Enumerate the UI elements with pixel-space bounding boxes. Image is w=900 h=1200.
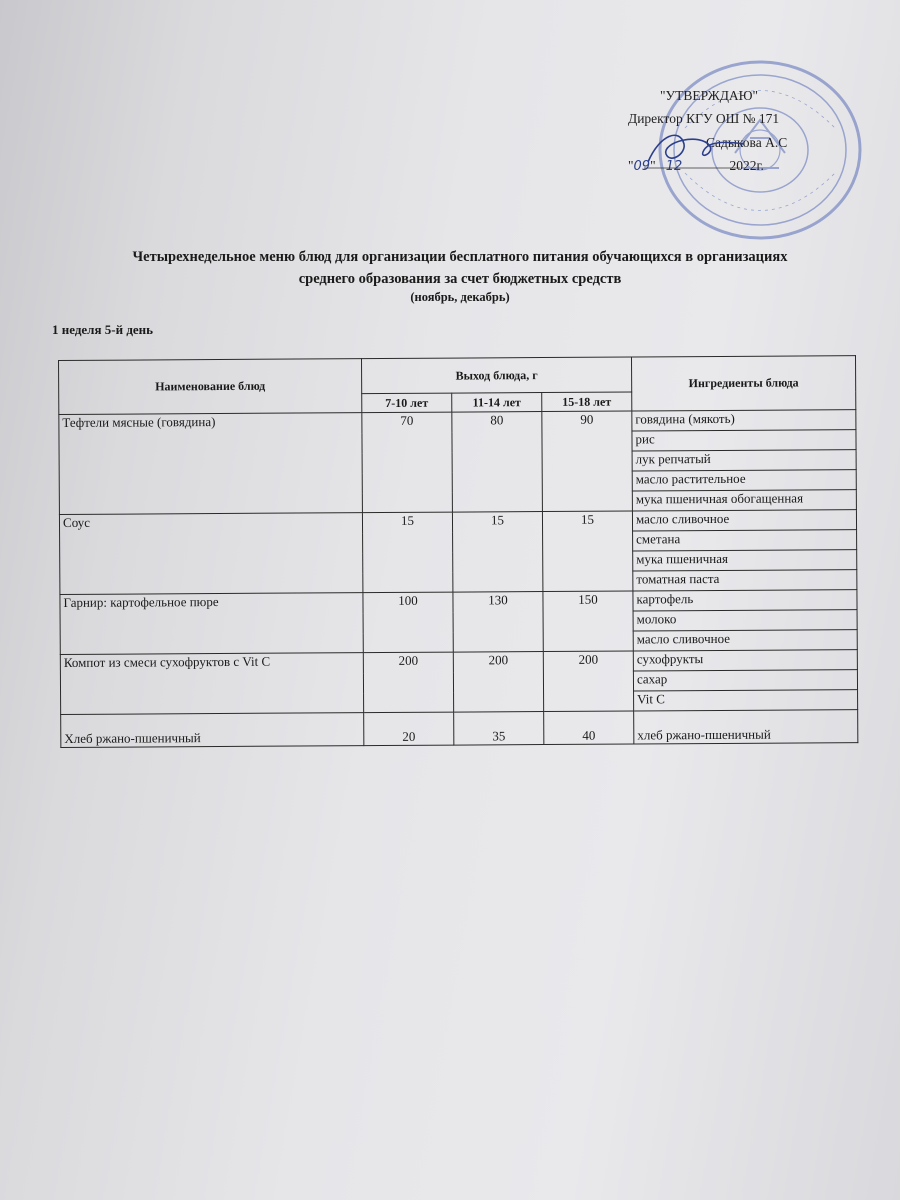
approval-director: Директор КГУ ОШ № 171 — [628, 111, 780, 126]
title-line-2: среднего образования за счет бюджетных средств — [298, 271, 622, 287]
header-age-15-18: 15-18 лет — [542, 392, 632, 412]
approval-name: Садыкова А.С — [706, 135, 788, 150]
ingredient: говядина (мякоть) — [632, 410, 856, 431]
yield-15-18: 150 — [543, 591, 633, 652]
header-dish: Наименование блюд — [59, 359, 362, 415]
yield-15-18: 40 — [544, 711, 634, 745]
yield-11-14: 80 — [452, 412, 543, 513]
signature-icon — [640, 124, 750, 172]
ingredient: мука пшеничная обогащенная — [632, 490, 856, 511]
date-month: 12 — [665, 159, 683, 174]
ingredient: картофель — [633, 590, 857, 611]
ingredient: сухофрукты — [633, 650, 857, 671]
ingredient: сметана — [633, 530, 857, 551]
yield-15-18: 15 — [542, 511, 632, 592]
ingredient: рис — [632, 430, 856, 451]
menu-table — [58, 355, 858, 748]
dish-name: Тефтели мясные (говядина) — [59, 413, 363, 515]
yield-15-18: 90 — [542, 411, 633, 512]
yield-7-10: 200 — [363, 652, 453, 713]
ingredient: мука пшеничная — [633, 550, 857, 571]
ingredient: Vit C — [634, 690, 858, 711]
header-age-11-14: 11-14 лет — [452, 393, 542, 413]
yield-11-14: 200 — [453, 652, 543, 713]
dish-name: Гарнир: картофельное пюре — [60, 593, 363, 655]
date-day: 09 — [633, 159, 651, 174]
title-line-1: Четырехнедельное меню блюд для организации бесплатного питания обучающихся в организациях — [132, 249, 788, 265]
ingredient: масло растительное — [632, 470, 856, 491]
yield-7-10: 15 — [362, 512, 452, 593]
yield-7-10: 100 — [363, 592, 453, 653]
period-label: (ноябрь, декабрь) — [410, 290, 510, 304]
approval-title: "УТВЕРЖДАЮ" — [660, 88, 759, 103]
ingredient: томатная паста — [633, 570, 857, 591]
dish-name: Компот из смеси сухофруктов с Vit C — [60, 653, 363, 715]
date-year: 2022г. — [729, 158, 764, 173]
table-row — [61, 710, 858, 748]
dish-name: Хлеб ржано-пшеничный — [61, 713, 364, 748]
yield-11-14: 130 — [453, 592, 543, 653]
ingredient: хлеб ржано-пшеничный — [634, 710, 858, 744]
yield-11-14: 15 — [452, 512, 542, 593]
document-title — [40, 246, 880, 290]
ingredient: масло сливочное — [632, 510, 856, 531]
yield-7-10: 70 — [362, 412, 453, 513]
ingredient: лук репчатый — [632, 450, 856, 471]
ingredient: сахар — [633, 670, 857, 691]
week-day-label: 1 неделя 5-й день — [52, 322, 154, 337]
approval-date: "09" 12 2022г. — [628, 158, 764, 174]
dish-name: Соус — [59, 513, 362, 595]
ingredient: молоко — [633, 610, 857, 631]
ingredient: масло сливочное — [633, 630, 857, 651]
header-ingredients: Ингредиенты блюда — [631, 356, 855, 411]
header-yield: Выход блюда, г — [361, 357, 631, 394]
header-age-7-10: 7-10 лет — [362, 393, 452, 413]
yield-11-14: 35 — [454, 712, 544, 746]
yield-7-10: 20 — [364, 712, 454, 746]
yield-15-18: 200 — [543, 651, 633, 712]
